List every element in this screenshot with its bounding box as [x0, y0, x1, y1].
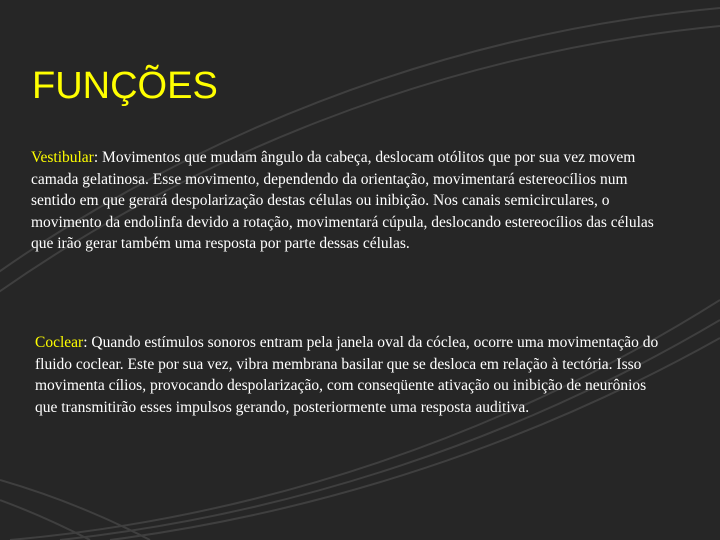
paragraph-text-vestibular: : Movimentos que mudam ângulo da cabeça, deslocam otólitos que por sua vez movem camada gelatinosa. Esse movimento, dependendo da orientação, movimentará estereocílios num sentido em que gerará despolarização destas células ou inibição. Nos canais semicirculares, o movimento da endolinfa devido a rotação, movimentará cúpula, deslocando estereocílios das células que irão gerar também uma resposta por parte dessas células. — [31, 149, 654, 252]
paragraph-coclear — [35, 332, 665, 418]
paragraph-text-coclear: : Quando estímulos sonoros entram pela janela oval da cóclea, ocorre uma movimentação do fluido coclear. Este por sua vez, vibra membrana basilar que se desloca em relação à tectória. Isso movimenta cílios, provocando despolarização, com conseqüente ativação ou inibição de neurônios que transmitirão esses impulsos gerando, posteriormente uma resposta auditiva. — [35, 334, 659, 416]
slide-title: FUNÇÕES — [32, 65, 218, 107]
paragraph-lead-vestibular: Vestibular — [31, 149, 94, 166]
paragraph-lead-coclear: Coclear — [35, 334, 84, 351]
paragraph-vestibular — [31, 147, 663, 255]
